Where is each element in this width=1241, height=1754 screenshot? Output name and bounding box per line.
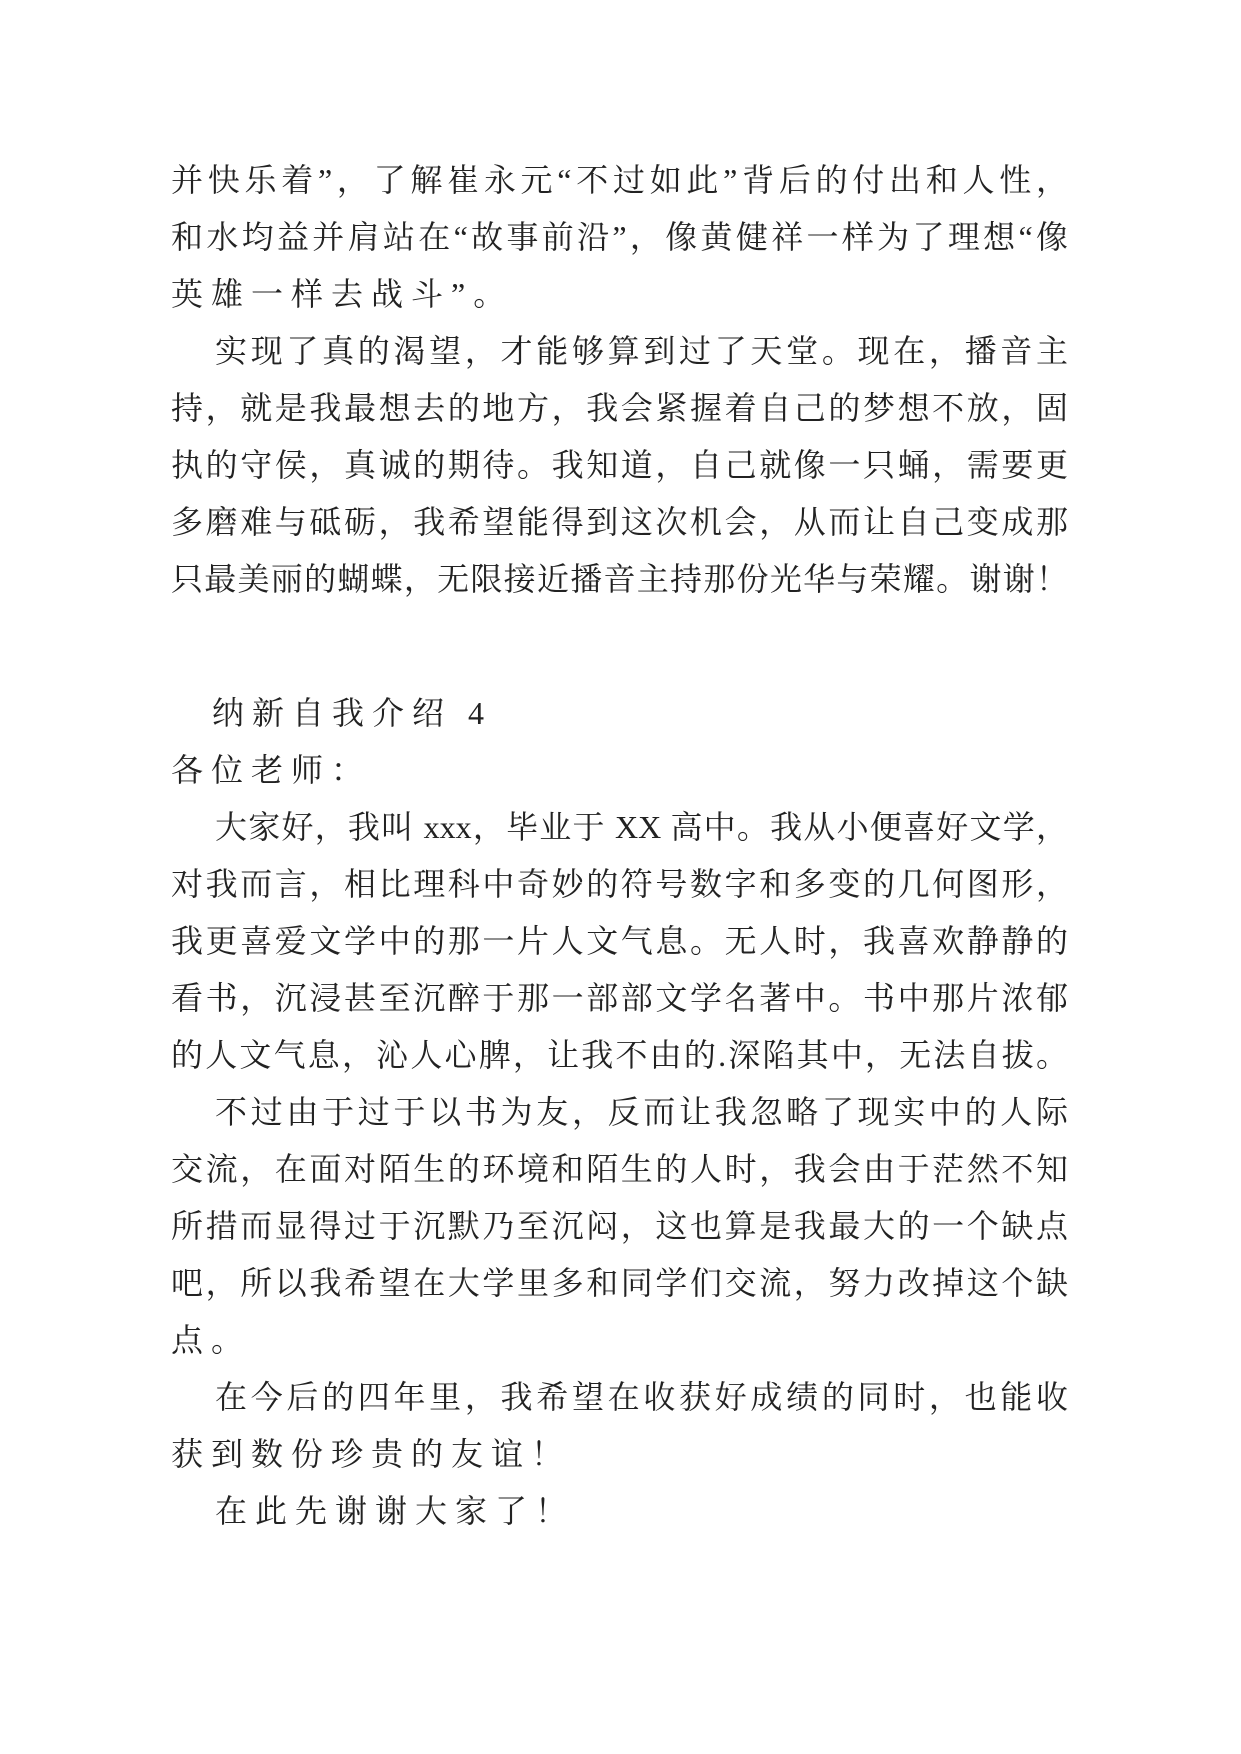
text-line: 实现了真的渴望，才能够算到过了天堂。现在，播音主: [215, 333, 1068, 369]
text-line: 点。: [171, 1322, 252, 1358]
text-line: 大家好，我叫 xxx，毕业于 XX 高中。我从小便喜好文学，: [215, 809, 1068, 845]
text-line: 只最美丽的蝴蝶，无限接近播音主持那份光华与荣耀。谢谢！: [171, 561, 1068, 597]
text-line: 获到数份珍贵的友谊！: [171, 1436, 572, 1472]
text-line: 执的守侯，真诚的期待。我知道，自己就像一只蛹，需要更: [171, 447, 1068, 483]
text-line: 的人文气息，沁人心脾，让我不由的.深陷其中，无法自拔。: [171, 1037, 1068, 1073]
text-line: 吧，所以我希望在大学里多和同学们交流，努力改掉这个缺: [171, 1265, 1068, 1301]
text-line: 所措而显得过于沉默乃至沉闷，这也算是我最大的一个缺点: [171, 1208, 1068, 1244]
text-line: 交流，在面对陌生的环境和陌生的人时，我会由于茫然不知: [171, 1151, 1068, 1187]
text-line: 对我而言，相比理科中奇妙的符号数字和多变的几何图形，: [171, 866, 1068, 902]
text-line: 多磨难与砥砺，我希望能得到这次机会，从而让自己变成那: [171, 504, 1068, 540]
text-line: 持，就是我最想去的地方，我会紧握着自己的梦想不放，固: [171, 390, 1068, 426]
text-line: 看书，沉浸甚至沉醉于那一部部文学名著中。书中那片浓郁: [171, 980, 1068, 1016]
text-line: 在此先谢谢大家了！: [215, 1493, 576, 1529]
text-line: 在今后的四年里，我希望在收获好成绩的同时，也能收: [215, 1379, 1068, 1415]
text-line: 并快乐着”，了解崔永元“不过如此”背后的付出和人性，: [171, 162, 1068, 198]
text-line: 我更喜爱文学中的那一片人文气息。无人时，我喜欢静静的: [171, 923, 1068, 959]
section-heading: 纳新自我介绍 4: [212, 695, 493, 731]
text-line: 英雄一样去战斗”。: [171, 276, 514, 312]
text-line: 不过由于过于以书为友，反而让我忽略了现实中的人际: [215, 1094, 1068, 1130]
salutation: 各位老师：: [171, 752, 372, 788]
text-line: 和水均益并肩站在“故事前沿”，像黄健祥一样为了理想“像: [171, 219, 1068, 255]
